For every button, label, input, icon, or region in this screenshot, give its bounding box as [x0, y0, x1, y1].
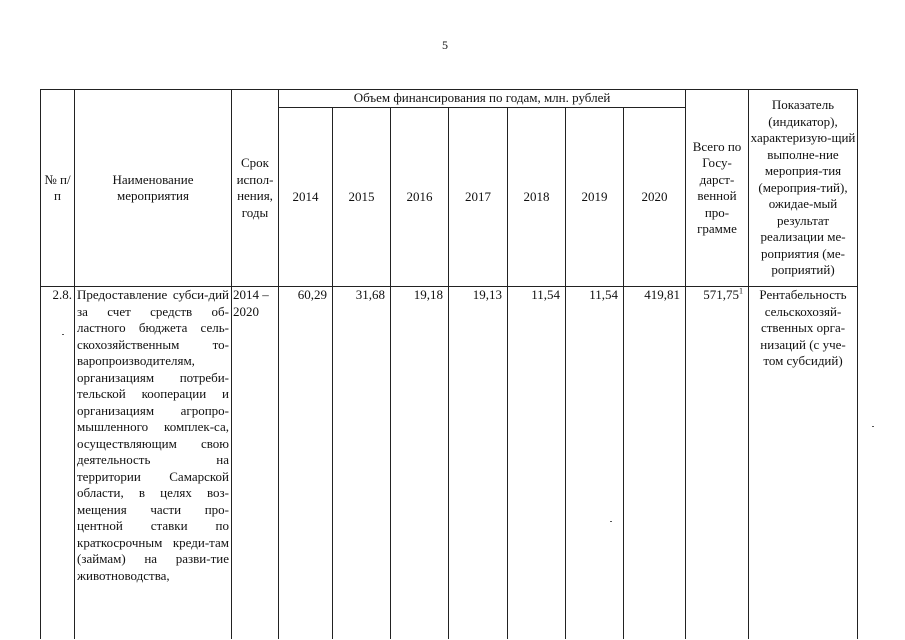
funding-table: [40, 89, 858, 639]
row-indicator: Рентабельность сельскохозяй-ственных орга-низаций (с уче-том субсидий): [749, 287, 858, 640]
header-year: 2018: [508, 108, 566, 287]
header-funding-group: Объем финансирования по годам, млн. рублей: [279, 90, 686, 108]
row-total-value: 571,75: [703, 287, 739, 302]
row-value: 11,54: [566, 287, 624, 640]
row-value: 19,18: [391, 287, 449, 640]
header-year: 2015: [333, 108, 391, 287]
table-row: [41, 287, 858, 640]
header-row-top: [41, 90, 858, 108]
page-number: 5: [442, 38, 448, 52]
row-value: 11,54: [508, 287, 566, 640]
header-year: 2020: [624, 108, 686, 287]
header-year: 2017: [449, 108, 508, 287]
scan-speck: [872, 426, 874, 427]
row-value: 19,13: [449, 287, 508, 640]
header-term: Срок испол-нения, годы: [232, 90, 279, 287]
row-value: 31,68: [333, 287, 391, 640]
row-term: 2014 – 2020: [232, 287, 279, 640]
row-total: [686, 287, 749, 640]
row-value: 419,81: [624, 287, 686, 640]
scan-speck: [610, 521, 612, 522]
header-num: № п/п: [41, 90, 75, 287]
header-year: 2016: [391, 108, 449, 287]
footnote-marker: 1: [739, 286, 743, 296]
row-num: 2.8.: [41, 287, 75, 640]
header-total: Всего по Госу-дарст-венной про-грамме: [686, 90, 749, 287]
scan-speck: [62, 334, 64, 335]
header-year: 2014: [279, 108, 333, 287]
row-name: Предоставление субси-дий за счет средств об-ластного бюджета сель-скохозяйственным то-варопроизводителям, организациям потреби-тельской кооперации и организациям агропро-мышленного комплек-са, осуществляющим свою деятельность на территории Самарской области, в целях воз-мещения части про-центной ставки по краткосрочным креди-там (займам) на разви-тие животноводства,: [75, 287, 232, 640]
header-indicator: Показатель (индикатор), характеризую-щий выполне-ние мероприя-тия (мероприя-тий), ожидае-мый результат реализации ме-роприятия (ме-роприятий): [749, 90, 858, 287]
header-name: Наименование мероприятия: [75, 90, 232, 287]
row-value: 60,29: [279, 287, 333, 640]
header-year: 2019: [566, 108, 624, 287]
